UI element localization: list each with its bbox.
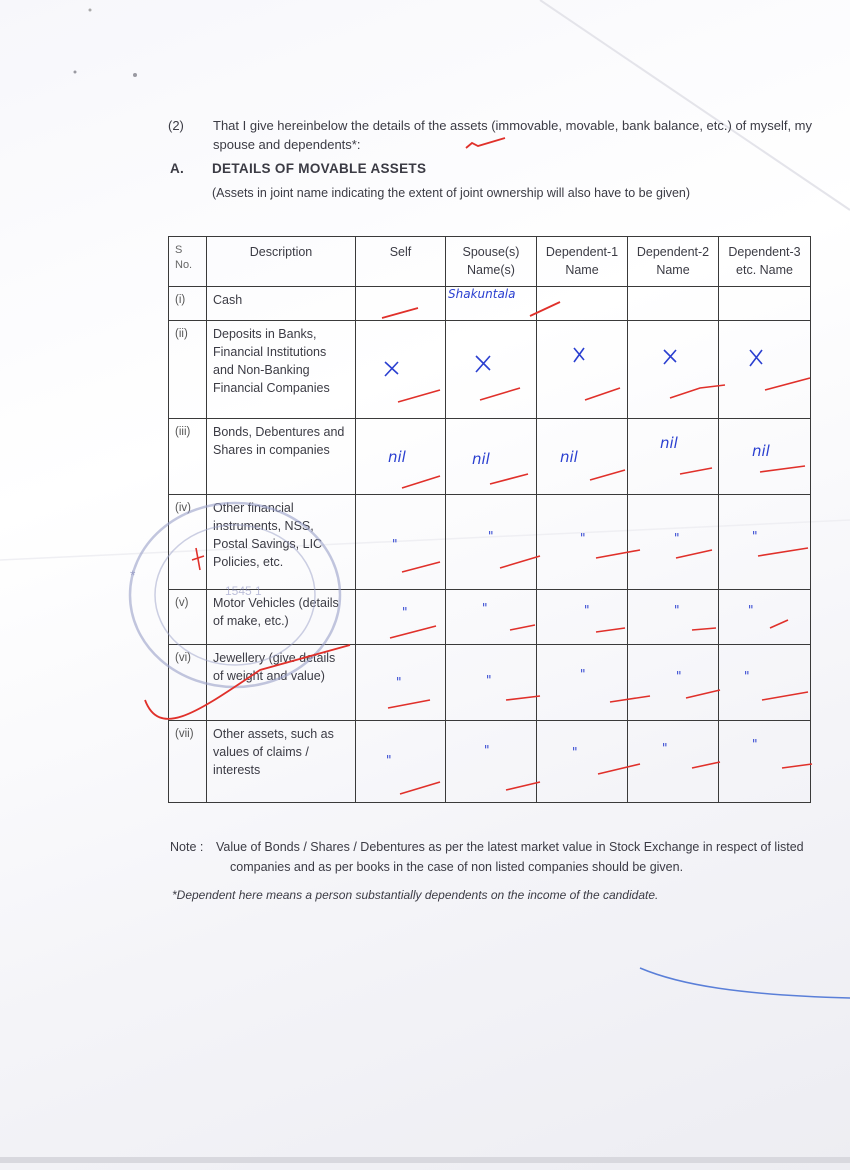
cell-self <box>356 645 446 721</box>
paragraph-number: (2) <box>168 118 184 133</box>
mark-nil: nil <box>560 448 578 466</box>
note-text: Value of Bonds / Shares / Debentures as per the latest market value in Stock Exchange in respect of listed companies and as per books in the case of non listed companies should be given. <box>216 840 804 874</box>
svg-text:1545 1: 1545 1 <box>225 584 262 598</box>
cell-dependent-1 <box>537 721 628 803</box>
paragraph-text: That I give hereinbelow the details of the assets (immovable, movable, bank balance, etc.) of myself, my spouse and dependents*: <box>213 118 813 152</box>
row-description: Jewellery (give details of weight and value) <box>207 645 356 721</box>
cell-dependent-3 <box>719 721 811 803</box>
cell-self <box>356 321 446 419</box>
header-sno: S No. <box>169 237 207 287</box>
svg-text:*: * <box>130 567 136 583</box>
row-description: Motor Vehicles (details of make, etc.) <box>207 590 356 645</box>
svg-text:": " <box>396 675 402 689</box>
svg-text:": " <box>584 603 590 617</box>
svg-text:": " <box>662 741 668 755</box>
row-sno: (vi) <box>169 645 207 721</box>
section-subtitle: (Assets in joint name indicating the extent of joint ownership will also have to be given) <box>212 186 691 200</box>
svg-text:": " <box>484 743 490 757</box>
cell-dependent-2 <box>628 590 719 645</box>
cell-dependent-1 <box>537 287 628 321</box>
svg-text:": " <box>752 737 758 751</box>
mark-nil: nil <box>660 434 678 452</box>
table-row <box>169 321 811 419</box>
svg-text:": " <box>580 531 586 545</box>
header-dependent-1: Dependent-1 Name <box>537 237 628 287</box>
row-description: Cash <box>207 287 356 321</box>
cell-dependent-2 <box>628 645 719 721</box>
header-dependent-2: Dependent-2 Name <box>628 237 719 287</box>
cell-dependent-2 <box>628 721 719 803</box>
cell-dependent-2 <box>628 495 719 590</box>
cell-self <box>356 721 446 803</box>
cell-spouse <box>446 590 537 645</box>
cell-spouse <box>446 721 537 803</box>
cell-dependent-3 <box>719 645 811 721</box>
svg-text:": " <box>752 529 758 543</box>
table-row <box>169 419 811 495</box>
svg-text:": " <box>386 753 392 767</box>
section-label: A. <box>170 161 185 176</box>
movable-assets-table <box>168 236 811 803</box>
table-row <box>169 495 811 590</box>
note-label: Note : <box>170 840 204 854</box>
header-dependent-3: Dependent-3 etc. Name <box>719 237 811 287</box>
row-description: Deposits in Banks, Financial Institutions and Non-Banking Financial Companies <box>207 321 356 419</box>
section-title: DETAILS OF MOVABLE ASSETS <box>212 161 427 176</box>
cell-dependent-1 <box>537 590 628 645</box>
cell-dependent-2 <box>628 419 719 495</box>
row-sno: (vii) <box>169 721 207 803</box>
header-spouse: Spouse(s) Name(s) <box>446 237 537 287</box>
table-row <box>169 590 811 645</box>
svg-text:": " <box>674 603 680 617</box>
svg-text:": " <box>580 667 586 681</box>
svg-text:": " <box>482 601 488 615</box>
cell-spouse <box>446 495 537 590</box>
cell-dependent-3 <box>719 287 811 321</box>
svg-text:": " <box>486 673 492 687</box>
mark-nil: nil <box>388 448 406 466</box>
cell-self <box>356 419 446 495</box>
spouse-name-handwritten: Shakuntala <box>448 287 516 301</box>
cell-spouse <box>446 419 537 495</box>
cell-dependent-3 <box>719 321 811 419</box>
svg-text:": " <box>488 529 494 543</box>
row-sno: (iv) <box>169 495 207 590</box>
svg-text:": " <box>674 531 680 545</box>
table-header-row <box>169 237 811 287</box>
cell-self <box>356 590 446 645</box>
svg-text:": " <box>572 745 578 759</box>
cell-spouse <box>446 287 537 321</box>
row-sno: (iii) <box>169 419 207 495</box>
cell-dependent-3 <box>719 419 811 495</box>
table-row <box>169 721 811 803</box>
row-description: Other financial instruments, NSS, Postal Savings, LIC Policies, etc. <box>207 495 356 590</box>
cell-dependent-3 <box>719 495 811 590</box>
cell-dependent-2 <box>628 321 719 419</box>
row-description: Other assets, such as values of claims / interests <box>207 721 356 803</box>
cell-self <box>356 287 446 321</box>
svg-text:": " <box>744 669 750 683</box>
dependent-footnote: *Dependent here means a person substantially dependents on the income of the candidate. <box>172 888 659 902</box>
cell-dependent-1 <box>537 321 628 419</box>
svg-text:": " <box>392 537 398 551</box>
cell-dependent-1 <box>537 645 628 721</box>
row-sno: (i) <box>169 287 207 321</box>
header-description: Description <box>207 237 356 287</box>
cell-dependent-3 <box>719 590 811 645</box>
header-self: Self <box>356 237 446 287</box>
mark-nil: nil <box>752 442 770 460</box>
svg-text:": " <box>402 605 408 619</box>
mark-nil: nil <box>472 450 490 468</box>
table-row <box>169 287 811 321</box>
row-description: Bonds, Debentures and Shares in companies <box>207 419 356 495</box>
cell-spouse <box>446 645 537 721</box>
row-sno: (v) <box>169 590 207 645</box>
svg-text:": " <box>748 603 754 617</box>
svg-text:": " <box>676 669 682 683</box>
cell-dependent-1 <box>537 495 628 590</box>
table-row <box>169 645 811 721</box>
cell-dependent-1 <box>537 419 628 495</box>
cell-dependent-2 <box>628 287 719 321</box>
cell-spouse <box>446 321 537 419</box>
cell-self <box>356 495 446 590</box>
row-sno: (ii) <box>169 321 207 419</box>
